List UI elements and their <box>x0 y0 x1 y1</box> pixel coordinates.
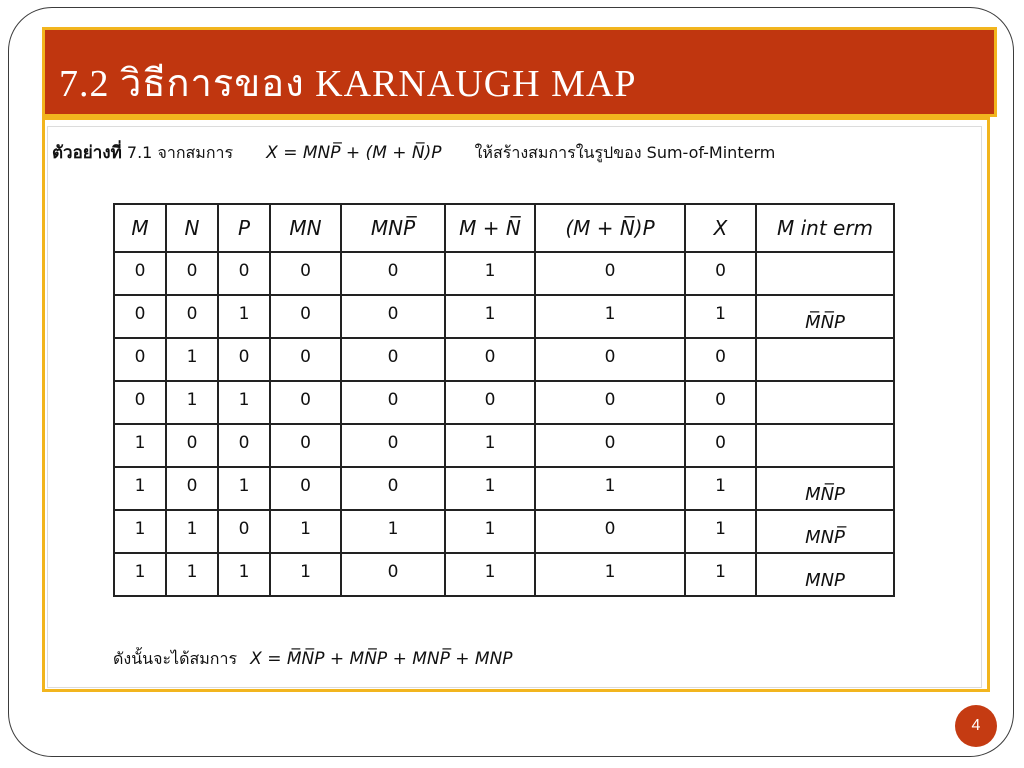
page-number-badge <box>955 705 997 747</box>
table-cell: 1 <box>218 295 270 338</box>
form-name: Sum-of-Minterm <box>646 143 776 162</box>
table-cell: 0 <box>270 424 341 467</box>
table-cell: 0 <box>270 467 341 510</box>
minterm-cell: MN̅P <box>756 467 894 510</box>
table-cell: 0 <box>341 424 445 467</box>
instruction-text: ให้สร้างสมการในรูปของ <box>474 143 642 162</box>
table-cell: 0 <box>166 467 218 510</box>
title-bar <box>42 27 997 117</box>
conclusion-formula: X = M̅N̅P + MN̅P + MNP̅ + MNP <box>250 649 513 669</box>
table-row <box>114 381 894 424</box>
table-cell: 1 <box>685 295 756 338</box>
table-cell: 0 <box>341 295 445 338</box>
table-cell: 1 <box>535 553 685 596</box>
table-cell: 0 <box>445 381 535 424</box>
table-cell: 1 <box>685 510 756 553</box>
table-cell: 1 <box>270 553 341 596</box>
table-cell: 1 <box>218 381 270 424</box>
table-cell: 0 <box>535 424 685 467</box>
page-number: 4 <box>971 717 981 734</box>
table-cell: 1 <box>535 467 685 510</box>
table-cell: 0 <box>685 252 756 295</box>
minterm-cell: MNP̅ <box>756 510 894 553</box>
table-cell: 0 <box>114 295 166 338</box>
content-box <box>42 117 990 692</box>
minterm-cell <box>756 252 894 295</box>
table-cell: 0 <box>166 295 218 338</box>
conclusion-text: ดังนั้นจะได้สมการ <box>113 649 238 668</box>
table-cell: 1 <box>166 338 218 381</box>
table-cell: 1 <box>535 295 685 338</box>
table-cell: 1 <box>445 424 535 467</box>
table-cell: 1 <box>685 553 756 596</box>
table-cell: 1 <box>166 510 218 553</box>
truth-table <box>113 203 895 597</box>
table-cell: 0 <box>445 338 535 381</box>
table-row <box>114 424 894 467</box>
table-cell: 1 <box>166 381 218 424</box>
table-cell: 0 <box>270 381 341 424</box>
table-cell: 1 <box>445 252 535 295</box>
minterm-cell: M̅N̅P <box>756 295 894 338</box>
table-cell: 0 <box>341 338 445 381</box>
table-cell: 0 <box>218 252 270 295</box>
table-cell: 1 <box>445 295 535 338</box>
table-cell: 1 <box>445 510 535 553</box>
table-cell: 0 <box>535 510 685 553</box>
table-header-row <box>114 204 894 252</box>
table-row <box>114 338 894 381</box>
example-statement <box>52 139 775 166</box>
table-cell: 1 <box>166 553 218 596</box>
table-cell: 0 <box>218 424 270 467</box>
table-cell: 1 <box>270 510 341 553</box>
minterm-cell: MNP <box>756 553 894 596</box>
table-row <box>114 467 894 510</box>
table-cell: 0 <box>270 295 341 338</box>
header-cell: MNP̅ <box>341 204 445 252</box>
table-cell: 1 <box>218 553 270 596</box>
table-row <box>114 553 894 596</box>
table-cell: 1 <box>114 510 166 553</box>
table-cell: 0 <box>166 252 218 295</box>
header-cell: MN <box>270 204 341 252</box>
from-equation-text: จากสมการ <box>157 143 234 162</box>
conclusion-statement <box>113 647 513 672</box>
table-cell: 1 <box>114 424 166 467</box>
table-cell: 1 <box>445 553 535 596</box>
example-formula: X = MNP̅ + (M + N̅)P <box>266 143 442 163</box>
table-cell: 0 <box>218 510 270 553</box>
table-cell: 0 <box>218 338 270 381</box>
table-cell: 1 <box>218 467 270 510</box>
header-cell: (M + N̅)P <box>535 204 685 252</box>
minterm-cell <box>756 338 894 381</box>
minterm-cell <box>756 381 894 424</box>
table-cell: 0 <box>114 381 166 424</box>
table-cell: 0 <box>685 381 756 424</box>
header-cell: X <box>685 204 756 252</box>
table-cell: 1 <box>114 553 166 596</box>
table-cell: 1 <box>445 467 535 510</box>
table-cell: 0 <box>166 424 218 467</box>
table-cell: 0 <box>114 252 166 295</box>
header-cell: M + N̅ <box>445 204 535 252</box>
table-cell: 0 <box>341 467 445 510</box>
table-cell: 0 <box>270 338 341 381</box>
table-cell: 0 <box>114 338 166 381</box>
example-label: ตัวอย่างที่ <box>52 143 122 163</box>
table-cell: 0 <box>341 553 445 596</box>
header-cell: P <box>218 204 270 252</box>
table-row <box>114 295 894 338</box>
table-cell: 1 <box>341 510 445 553</box>
table-cell: 0 <box>535 338 685 381</box>
header-cell: N <box>166 204 218 252</box>
table-cell: 0 <box>535 381 685 424</box>
table-cell: 0 <box>270 252 341 295</box>
table-cell: 0 <box>341 381 445 424</box>
example-number: 7.1 <box>126 143 153 162</box>
table-cell: 0 <box>685 424 756 467</box>
table-cell: 0 <box>535 252 685 295</box>
table-row <box>114 252 894 295</box>
table-cell: 0 <box>685 338 756 381</box>
header-cell: M <box>114 204 166 252</box>
table-cell: 0 <box>341 252 445 295</box>
table-row <box>114 510 894 553</box>
example-panel <box>47 126 982 688</box>
slide-title: 7.2 วิธีการของ KARNAUGH MAP <box>59 63 637 105</box>
table-cell: 1 <box>114 467 166 510</box>
minterm-cell <box>756 424 894 467</box>
table-cell: 1 <box>685 467 756 510</box>
header-cell: M int erm <box>756 204 894 252</box>
